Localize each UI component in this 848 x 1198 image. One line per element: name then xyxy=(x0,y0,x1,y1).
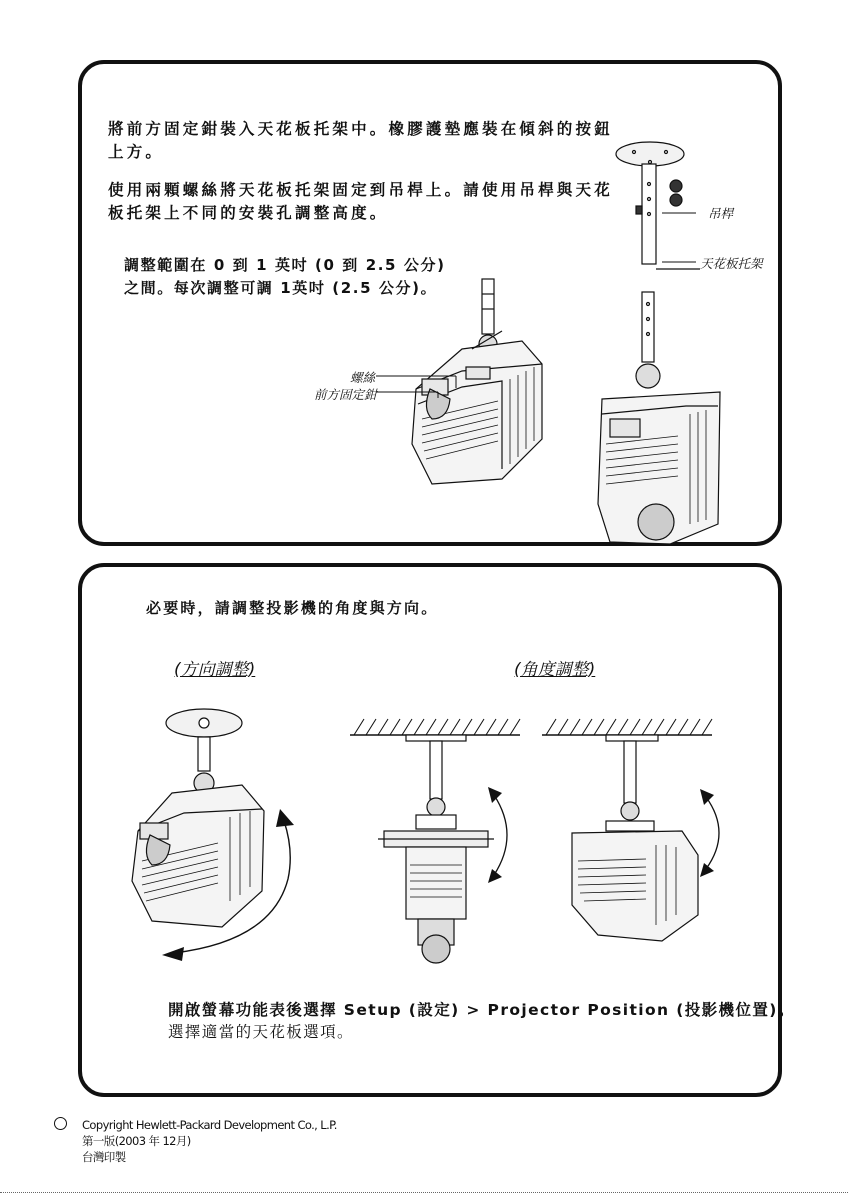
adjust-intro: 必要時，請調整投影機的角度與方向。 xyxy=(146,599,439,617)
screw-instruction-line-2: 板托架上不同的安裝孔調整高度。 xyxy=(108,204,389,222)
bracket-callout-line xyxy=(662,258,702,268)
setup-instruction-line-1: 開啟螢幕功能表後選擇 Setup (設定) > Projector Position (投影機位置)。 xyxy=(168,1001,795,1019)
page-edge-divider xyxy=(0,1192,848,1193)
footer xyxy=(82,1117,337,1165)
clamp-instruction-line-1: 將前方固定鉗裝入天花板托架中。橡膠護墊應裝在傾斜的按鈕 xyxy=(108,120,613,138)
direction-adjust-illustration xyxy=(122,701,322,961)
label-screws: 螺絲 xyxy=(350,370,376,385)
label-pole: 吊桿 xyxy=(708,206,734,221)
copyright-text: Copyright Hewlett-Packard Development Co., L.P. xyxy=(82,1118,337,1132)
adjustment-panel xyxy=(78,563,795,1097)
setup-instruction-line-2: 選擇適當的天花板選項。 xyxy=(168,1023,354,1041)
printed-in-text: 台灣印製 xyxy=(82,1150,126,1164)
edition-text: 第一版(2003 年 12月) xyxy=(82,1134,191,1148)
heading-direction-adjustment: (方向調整) xyxy=(174,660,256,680)
callout-lines xyxy=(376,364,466,404)
range-note-line-2: 之間。每次調整可調 1英吋 (2.5 公分)。 xyxy=(124,279,438,297)
label-ceiling-bracket: 天花板托架 xyxy=(700,256,763,271)
range-note-line-1: 調整範圍在 0 到 1 英吋 (0 到 2.5 公分) xyxy=(124,256,446,274)
screw-instruction-line-1: 使用兩顆螺絲將天花板托架固定到吊桿上。請使用吊桿與天花 xyxy=(108,181,613,199)
clamp-instruction-line-2: 上方。 xyxy=(108,143,165,161)
angle-adjust-front-illustration xyxy=(350,715,530,965)
exploded-mount-illustration xyxy=(590,124,770,514)
installation-panel xyxy=(78,60,782,546)
angle-adjust-side-illustration xyxy=(542,715,742,965)
pole-callout-line xyxy=(662,209,702,219)
label-front-clamp: 前方固定鉗 xyxy=(314,387,377,402)
heading-angle-adjustment: (角度調整) xyxy=(514,660,596,680)
copyright-circle-icon xyxy=(54,1117,67,1130)
